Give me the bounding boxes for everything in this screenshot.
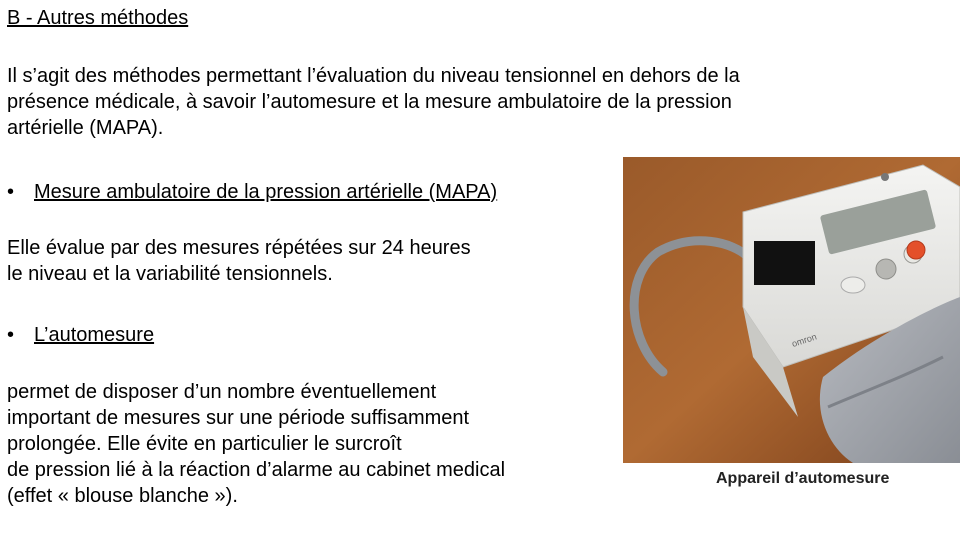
- auto-line: important de mesures sur une période suffisamment: [7, 407, 470, 429]
- bullet-mapa: [7, 179, 497, 205]
- intro-line: artérielle (MAPA).: [7, 117, 164, 139]
- intro-paragraph: [7, 63, 740, 141]
- bullet-automesure-label: L’automesure: [34, 324, 155, 346]
- bullet-mapa-label: Mesure ambulatoire de la pression artérielle (MAPA): [34, 181, 498, 203]
- slide-title: B - Autres méthodes: [7, 7, 189, 29]
- auto-line: de pression lié à la réaction d’alarme au cabinet medical: [7, 459, 506, 481]
- auto-line: permet de disposer d’un nombre éventuellement: [7, 381, 437, 403]
- photo-caption: Appareil d’automesure: [716, 470, 890, 487]
- automesure-description: [7, 379, 505, 509]
- bullet-automesure: [7, 322, 154, 348]
- intro-line: présence médicale, à savoir l’automesure et la mesure ambulatoire de la pression: [7, 91, 732, 113]
- device-brand-text: omron: [790, 331, 818, 349]
- bullet-dot: •: [7, 181, 15, 203]
- auto-line: prolongée. Elle évite en particulier le surcroît: [7, 433, 402, 455]
- bullet-dot: •: [7, 324, 15, 346]
- device-photo: [623, 157, 960, 463]
- intro-line: Il s’agit des méthodes permettant l’évaluation du niveau tensionnel en dehors de la: [7, 65, 740, 87]
- mapa-line: le niveau et la variabilité tensionnels.: [7, 263, 333, 285]
- mapa-description: [7, 235, 471, 287]
- auto-line: (effet « blouse blanche »).: [7, 485, 238, 507]
- mapa-line: Elle évalue par des mesures répétées sur 24 heures: [7, 237, 471, 259]
